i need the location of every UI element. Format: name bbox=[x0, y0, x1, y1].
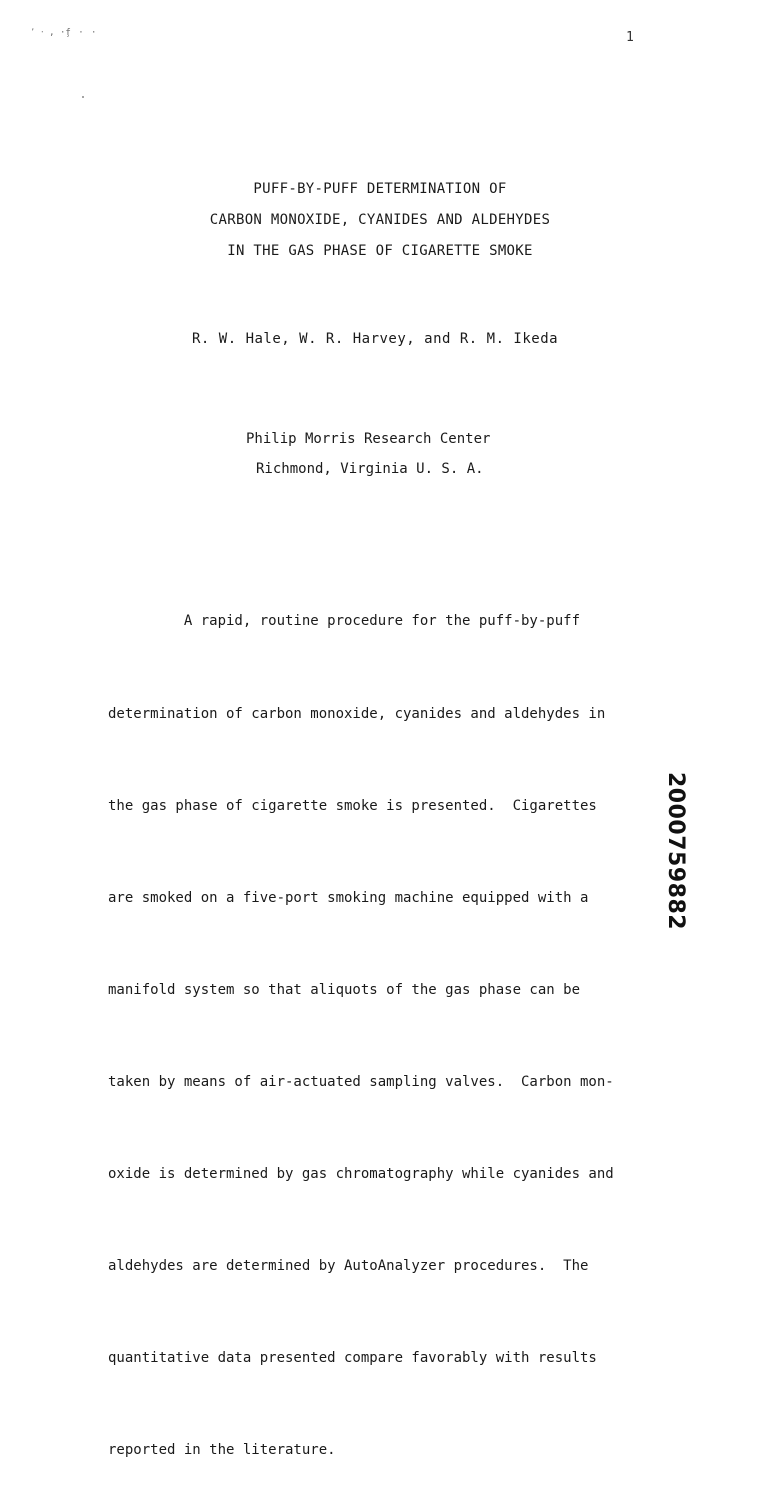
abstract-line: quantitative data presented compare favorably with results bbox=[108, 1350, 597, 1367]
scan-dot bbox=[82, 96, 84, 98]
page-number: 1 bbox=[626, 30, 634, 45]
abstract-line: A rapid, routine procedure for the puff-by-puff bbox=[108, 613, 581, 630]
bates-number: 2000759882 bbox=[663, 772, 688, 931]
abstract-line: taken by means of air-actuated sampling valves. Carbon mon- bbox=[108, 1073, 614, 1090]
abstract-line: oxide is determined by gas chromatography while cyanides and bbox=[108, 1166, 614, 1183]
title-line-2: CARBON MONOXIDE, CYANIDES AND ALDEHYDES bbox=[209, 212, 551, 228]
abstract-line: reported in the literature. bbox=[108, 1442, 336, 1459]
bates-stamp bbox=[663, 772, 688, 931]
abstract-line: determination of carbon monoxide, cyanides and aldehydes in bbox=[108, 705, 606, 722]
abstract bbox=[108, 545, 668, 1497]
document-title bbox=[0, 174, 760, 267]
affiliation bbox=[246, 424, 490, 484]
location: Richmond, Virginia U. S. A. bbox=[256, 461, 484, 477]
authors: R. W. Hale, W. R. Harvey, and R. M. Ikeda bbox=[192, 331, 559, 347]
title-line-1: PUFF-BY-PUFF DETERMINATION OF bbox=[253, 181, 507, 197]
abstract-line: aldehydes are determined by AutoAnalyzer procedures. The bbox=[108, 1258, 589, 1275]
scan-artifact: ٬ ‧ , ·f̧ · · bbox=[30, 28, 98, 38]
abstract-line: manifold system so that aliquots of the gas phase can be bbox=[108, 981, 581, 998]
title-line-3: IN THE GAS PHASE OF CIGARETTE SMOKE bbox=[227, 243, 533, 259]
abstract-line: the gas phase of cigarette smoke is presented. Cigarettes bbox=[108, 797, 597, 814]
abstract-line: are smoked on a five-port smoking machine equipped with a bbox=[108, 889, 589, 906]
institution: Philip Morris Research Center bbox=[246, 431, 491, 447]
